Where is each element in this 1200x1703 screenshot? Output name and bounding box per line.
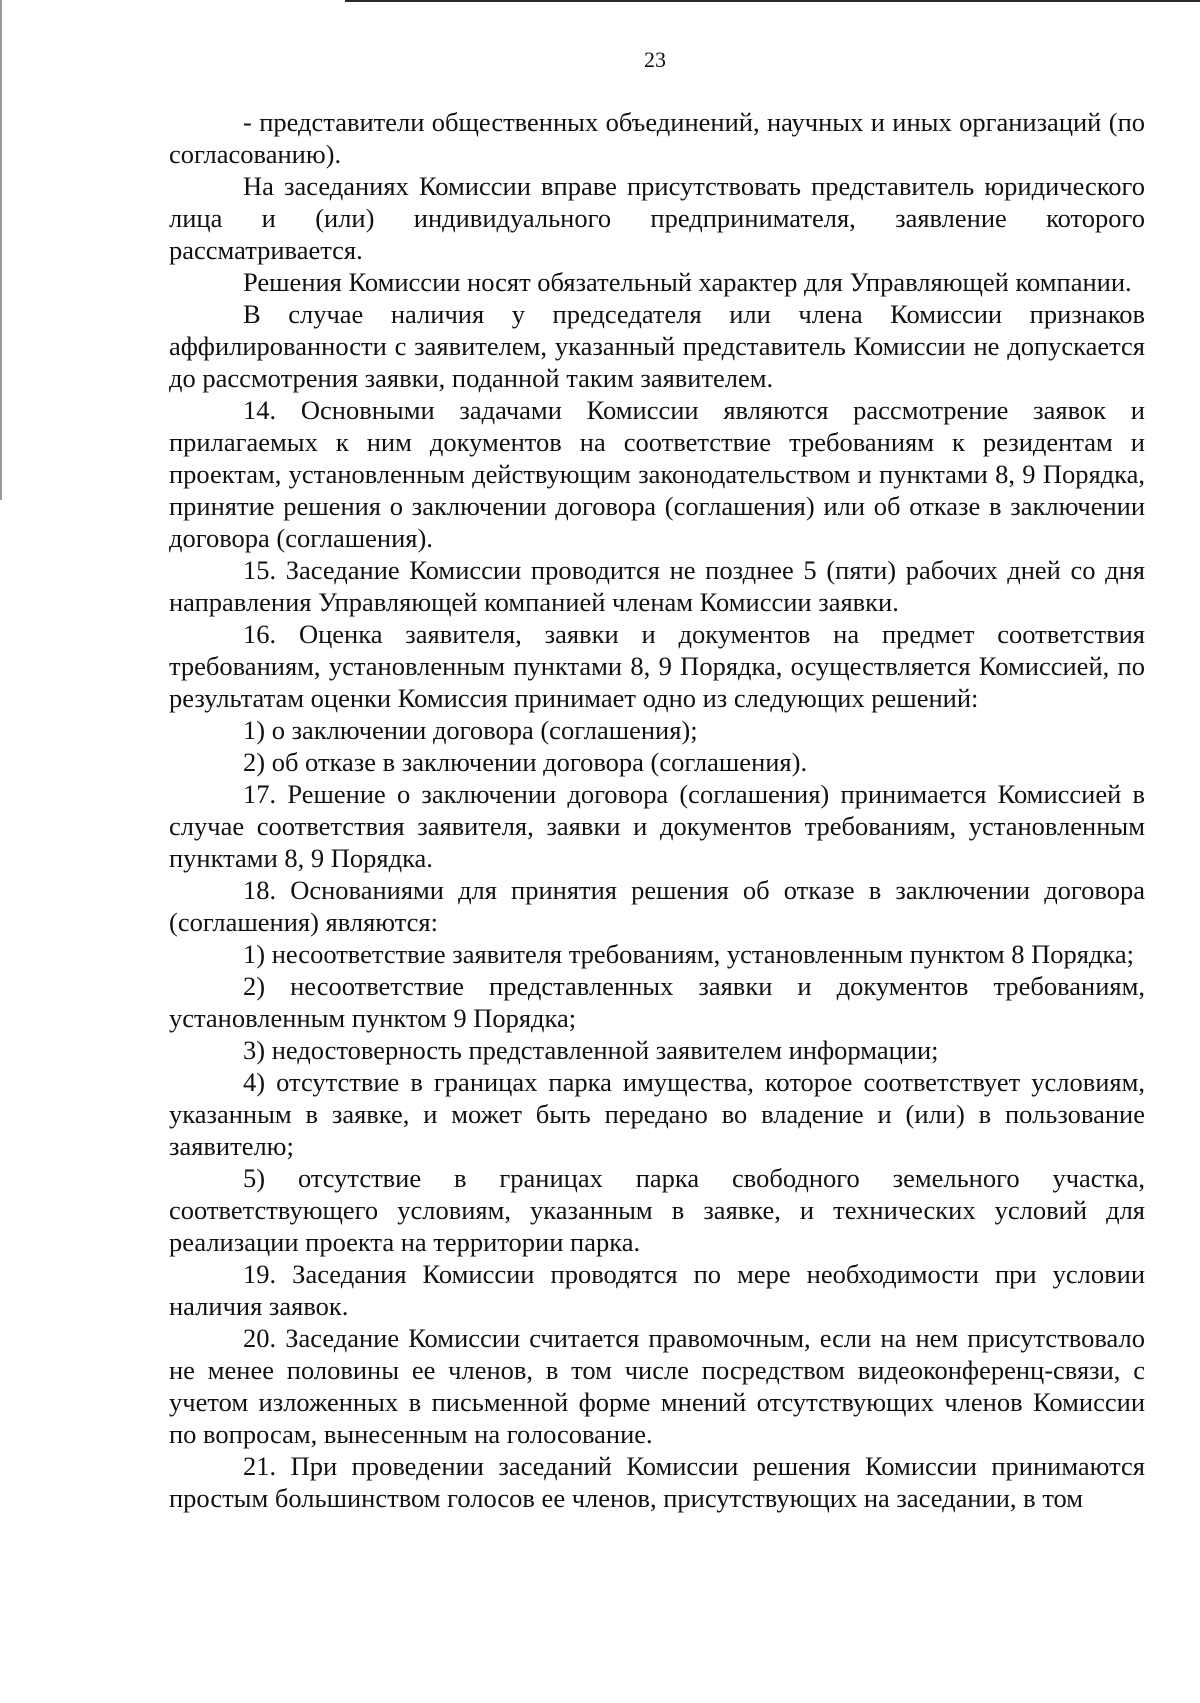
paragraph-item-21: 21. При проведении заседаний Комиссии решения Комиссии принимаются простым большинством голосов ее членов, присутствующих на заседании, в том <box>169 1451 1145 1513</box>
paragraph-item-18-ground-3: 3) недостоверность представленной заявителем информации; <box>243 1035 939 1065</box>
paragraph-item-15: 15. Заседание Комиссии проводится не позднее 5 (пяти) рабочих дней со дня направления Управляющей компанией членам Комиссии заявки. <box>169 555 1145 617</box>
paragraph-binding-decisions: Решения Комиссии носят обязательный характер для Управляющей компании. <box>243 267 1132 297</box>
paragraph-affiliation: В случае наличия у председателя или члена Комиссии признаков аффилированности с заявителем, указанный представитель Комиссии не допускается до рассмотрения заявки, поданной таким заявителем. <box>169 299 1145 393</box>
paragraph-representatives: - представители общественных объединений, научных и иных организаций (по согласованию). <box>169 107 1145 169</box>
paragraph-attendance: На заседаниях Комиссии вправе присутствовать представитель юридического лица и (или) индивидуального предпринимателя, заявление которого рассматривается. <box>169 171 1145 265</box>
paragraph-item-18-ground-2: 2) несоответствие представленных заявки и документов требованиям, установленным пунктом 9 Порядка; <box>169 971 1145 1033</box>
paragraph-item-20: 20. Заседание Комиссии считается правомочным, если на нем присутствовало не менее половины ее членов, в том числе посредством видеоконференц-связи, с учетом изложенных в письменной форме мнений отсутствующих членов Комиссии по вопросам, вынесенным на голосование. <box>169 1323 1145 1449</box>
paragraph-item-19: 19. Заседания Комиссии проводятся по мере необходимости при условии наличия заявок. <box>169 1259 1145 1321</box>
paragraph-item-16-option-1: 1) о заключении договора (соглашения); <box>243 715 698 745</box>
paragraph-item-14: 14. Основными задачами Комиссии являются рассмотрение заявок и прилагаемых к ним документов на соответствие требованиям к резидентам и проектам, установленным действующим законодательством и пунктами 8, 9 Порядка, принятие решения о заключении договора (соглашения) или об отказе в заключении договора (соглашения). <box>169 395 1145 553</box>
page-number: 23 <box>644 47 666 72</box>
scan-edge-left <box>0 0 2 500</box>
paragraph-item-18-ground-1: 1) несоответствие заявителя требованиям, установленным пунктом 8 Порядка; <box>243 939 1134 969</box>
paragraph-item-18-ground-5: 5) отсутствие в границах парка свободного земельного участка, соответствующего условиям, указанным в заявке, и технических условий для реализации проекта на территории парка. <box>169 1163 1145 1257</box>
paragraph-item-16: 16. Оценка заявителя, заявки и документов на предмет соответствия требованиям, установленным пунктами 8, 9 Порядка, осуществляется Комиссией, по результатам оценки Комиссия принимает одно из следующих решений: <box>169 619 1145 713</box>
paragraph-item-16-option-2: 2) об отказе в заключении договора (соглашения). <box>243 747 808 777</box>
document-body <box>169 106 1145 1514</box>
scan-edge-top <box>345 0 1200 2</box>
paragraph-item-18-ground-4: 4) отсутствие в границах парка имущества, которое соответствует условиям, указанным в заявке, и может быть передано во владение и (или) в пользование заявителю; <box>169 1067 1145 1161</box>
paragraph-item-18: 18. Основаниями для принятия решения об отказе в заключении договора (соглашения) являются: <box>169 875 1145 937</box>
paragraph-item-17: 17. Решение о заключении договора (соглашения) принимается Комиссией в случае соответствия заявителя, заявки и документов требованиям, установленным пунктами 8, 9 Порядка. <box>169 779 1145 873</box>
